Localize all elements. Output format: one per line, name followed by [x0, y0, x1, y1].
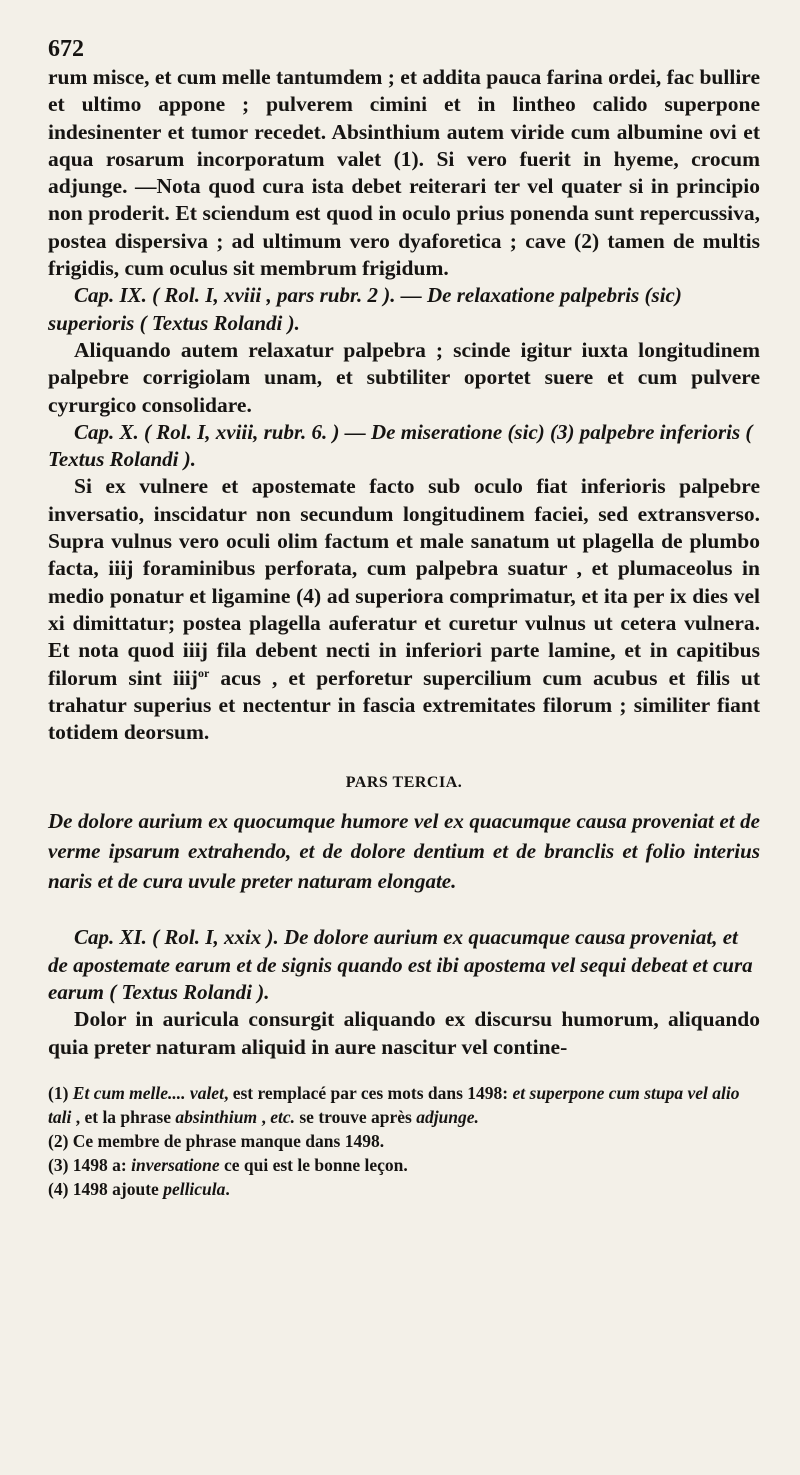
footnote-1-etc: etc.: [270, 1106, 295, 1127]
paragraph-3: [48, 473, 760, 746]
chapter-10-heading: Cap. X. ( Rol. I, xviii, rubr. 6. ) — De miseratione (sic) (3) palpebre inferioris ( Textus Rolandi ).: [48, 419, 753, 472]
footnote-1-text-3: se trouve après: [295, 1106, 417, 1127]
footnotes: [48, 1081, 760, 1201]
footnote-1-sep: ,: [257, 1106, 271, 1127]
footnote-3: [48, 1153, 760, 1177]
footnote-3-text-2: ce qui est le bonne leçon.: [219, 1154, 408, 1175]
footnote-4-text: (4) 1498 ajoute: [48, 1178, 164, 1199]
paragraph-3-part-b: acus , et perforetur supercilium cum acubus et filis ut trahatur superius et nectentur in fascia extremitates filorum ; similiter fiant totidem deorsum.: [48, 665, 760, 745]
footnote-1-quote: Et cum melle.... valet: [72, 1082, 224, 1103]
footnote-4-word: pellicula: [163, 1178, 226, 1199]
chapter-11-heading: Cap. XI. ( Rol. I, xxix ). De dolore aurium ex quacumque causa proveniat, et de apostemate earum et de signis quando est ibi apostema vel sequi debeat et cura earum ( Textus Rolandi ).: [48, 925, 753, 1005]
footnote-1-variant: et superpone cum stupa vel alio tali: [48, 1082, 740, 1127]
footnote-3-word: inversatione: [131, 1154, 220, 1175]
footnote-1-text-2: , et la phrase: [71, 1106, 176, 1127]
footnote-1-text: , est remplacé par ces mots dans 1498:: [223, 1082, 513, 1103]
footnote-4: [48, 1177, 760, 1201]
paragraph-4: Dolor in auricula consurgit aliquando ex discursu humorum, aliquando quia preter naturam aliquid in aure nascitur vel contine-: [48, 1007, 760, 1059]
footnote-1-marker: (1): [48, 1082, 73, 1103]
chapter-9-heading: Cap. IX. ( Rol. I, xviii , pars rubr. 2 ). — De relaxatione palpebris (sic) superioris ( Textus Rolandi ).: [48, 283, 682, 335]
page-number: 672: [48, 36, 84, 62]
superscript-or: or: [197, 665, 210, 680]
footnote-4-end: .: [225, 1178, 230, 1199]
paragraph-1: rum misce, et cum melle tantumdem ; et addita pauca farina ordei, fac bullire et ultimo appone ; pulverem cimini et in lintheo calido superpone indesinenter et tumor recedet. Absinthium autem viride cum albumine ovi et aqua rosarum incorporatum valet (1). Si vero fuerit in hyeme, crocum adjunge. —Nota quod cura ista debet reiterari ter vel quater si in principio non proderit. Et sciendum est quod in oculo prius ponenda sunt repercussiva, postea dispersiva ; ad ultimum vero dyaforetica ; cave (2) tamen de multis frigidis, cum oculus sit membrum frigidum.: [48, 65, 760, 281]
paragraph-3-part-a: Si ex vulnere et apostemate facto sub oculo fiat inferioris palpebre inversatio, inscidatur non secundum longitudinem faciei, sed extransverso. Supra vulnus vero oculi olim factum et male sanatum ut plagella de plumbo facta, iiij foraminibus perforata, cum palpebra suatur , et plumaceolus in medio ponatur et ligamine (4) ad superiora comprimatur, et ita per ix dies vel xi dimittatur; postea plagella auferatur et curetur vulnus ut cetera vulnera. Et nota quod iiij fila debent necti in inferiori parte lamine, et in capitibus filorum sint iiij: [48, 474, 760, 690]
paragraph-2: Aliquando autem relaxatur palpebra ; scinde igitur iuxta longitudinem palpebre corrigiolam unam, et subtiliter oportet suere et cum pulvere cyrurgico consolidare.: [48, 337, 760, 417]
footnote-1-end: adjunge.: [416, 1106, 479, 1127]
footnote-2: (2) Ce membre de phrase manque dans 1498.: [48, 1130, 385, 1151]
footnote-1: [48, 1081, 760, 1129]
footnote-3-text: (3) 1498 a:: [48, 1154, 132, 1175]
section-summary: De dolore aurium ex quocumque humore vel ex quacumque causa proveniat et de verme ipsarum extrahendo, et de dolore dentium et de branclis et folio interius naris et de cura uvule preter naturam elongate.: [48, 809, 760, 894]
section-title: PARS TERCIA.: [345, 774, 463, 792]
footnote-1-word: absinthium: [175, 1106, 258, 1127]
